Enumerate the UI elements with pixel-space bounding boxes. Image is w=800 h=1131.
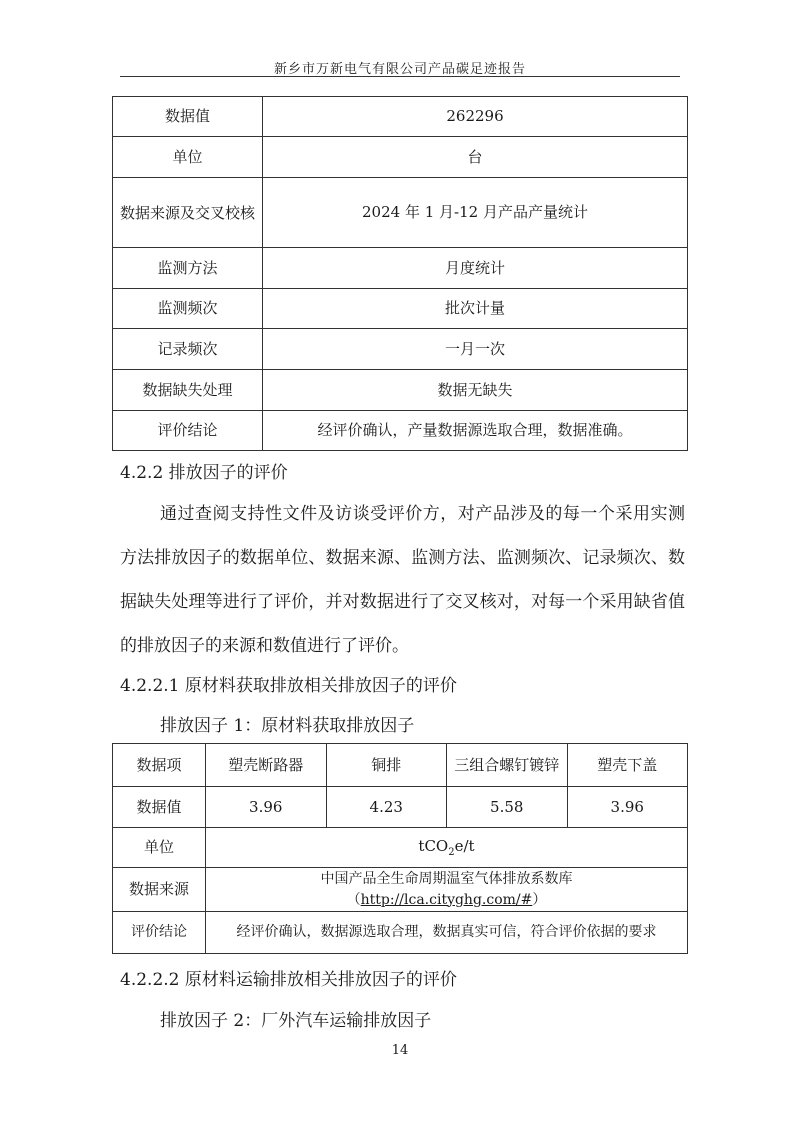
table-row [113, 137, 688, 178]
conclusion-cell: 经评价确认，数据源选取合理，数据真实可信，符合评价依据的要求 [206, 912, 688, 954]
table-row [113, 787, 688, 828]
row-label: 数据来源 [113, 868, 206, 912]
row-value: 数据无缺失 [263, 370, 688, 411]
emission-factor-title: 排放因子 1：原材料获取排放因子 [160, 716, 415, 736]
row-value: 2024 年 1 月-12 月产品产量统计 [263, 178, 688, 248]
source-link[interactable]: http://lca.cityghg.com/# [360, 891, 533, 908]
item-cell: 塑壳下盖 [567, 744, 688, 787]
row-label: 单位 [113, 828, 206, 868]
table-row [113, 828, 688, 868]
table-row [113, 370, 688, 411]
section-paragraph: 通过查阅支持性文件及访谈受评价方，对产品涉及的每一个采用实测方法排放因子的数据单位、数据来源、监测方法、监测频次、记录频次、数据缺失处理等进行了评价，并对数据进行了交叉核对，对每一个采用缺省值的排放因子的来源和数值进行了评价。 [120, 504, 685, 656]
row-label: 数据值 [113, 787, 206, 828]
section-heading-4-2-2-1: 4.2.2.1 原材料获取排放相关排放因子的评价 [120, 676, 457, 696]
section-heading-4-2-2: 4.2.2 排放因子的评价 [120, 463, 288, 483]
unit-cell: tCO$_2$e/t [206, 828, 688, 868]
row-value: 批次计量 [263, 289, 688, 329]
emission-factor-table [112, 743, 688, 954]
source-text: 中国产品全生命周期温室气体排放系数库 [320, 871, 573, 888]
table-row [113, 744, 688, 787]
item-cell: 铜排 [326, 744, 447, 787]
table-row [113, 329, 688, 370]
table-row [113, 178, 688, 248]
value-cell: 3.96 [567, 787, 688, 828]
page-number: 14 [391, 1043, 409, 1058]
item-cell: 塑壳断路器 [206, 744, 327, 787]
table-row [113, 912, 688, 954]
row-label: 监测方法 [113, 248, 263, 289]
source-cell [206, 868, 688, 912]
header-cell: 数据项 [113, 744, 206, 787]
value-cell: 4.23 [326, 787, 447, 828]
row-label: 单位 [113, 137, 263, 178]
item-cell: 三组合螺钉镀锌 [447, 744, 568, 787]
row-value: 台 [263, 137, 688, 178]
row-label: 监测频次 [113, 289, 263, 329]
row-label: 数据值 [113, 97, 263, 137]
table-row [113, 289, 688, 329]
table-row [113, 868, 688, 912]
row-label: 评价结论 [113, 411, 263, 451]
source-link-line: （http://lca.cityghg.com/#） [346, 891, 547, 908]
running-header: 新乡市万新电气有限公司产品碳足迹报告 [273, 62, 526, 77]
header-rule [120, 76, 680, 77]
row-value: 经评价确认，产量数据源选取合理，数据准确。 [263, 411, 688, 451]
product-output-table [112, 96, 688, 451]
value-cell: 5.58 [447, 787, 568, 828]
value-cell: 3.96 [206, 787, 327, 828]
row-label: 记录频次 [113, 329, 263, 370]
table-row [113, 411, 688, 451]
row-label: 数据来源及交叉校核 [113, 178, 263, 248]
table-row [113, 97, 688, 137]
row-value: 一月一次 [263, 329, 688, 370]
row-label: 数据缺失处理 [113, 370, 263, 411]
row-value: 月度统计 [263, 248, 688, 289]
row-label: 评价结论 [113, 912, 206, 954]
emission-factor-title: 排放因子 2：厂外汽车运输排放因子 [160, 1011, 432, 1031]
row-value: 262296 [263, 97, 688, 137]
section-heading-4-2-2-2: 4.2.2.2 原材料运输排放相关排放因子的评价 [120, 970, 457, 990]
table-row [113, 248, 688, 289]
